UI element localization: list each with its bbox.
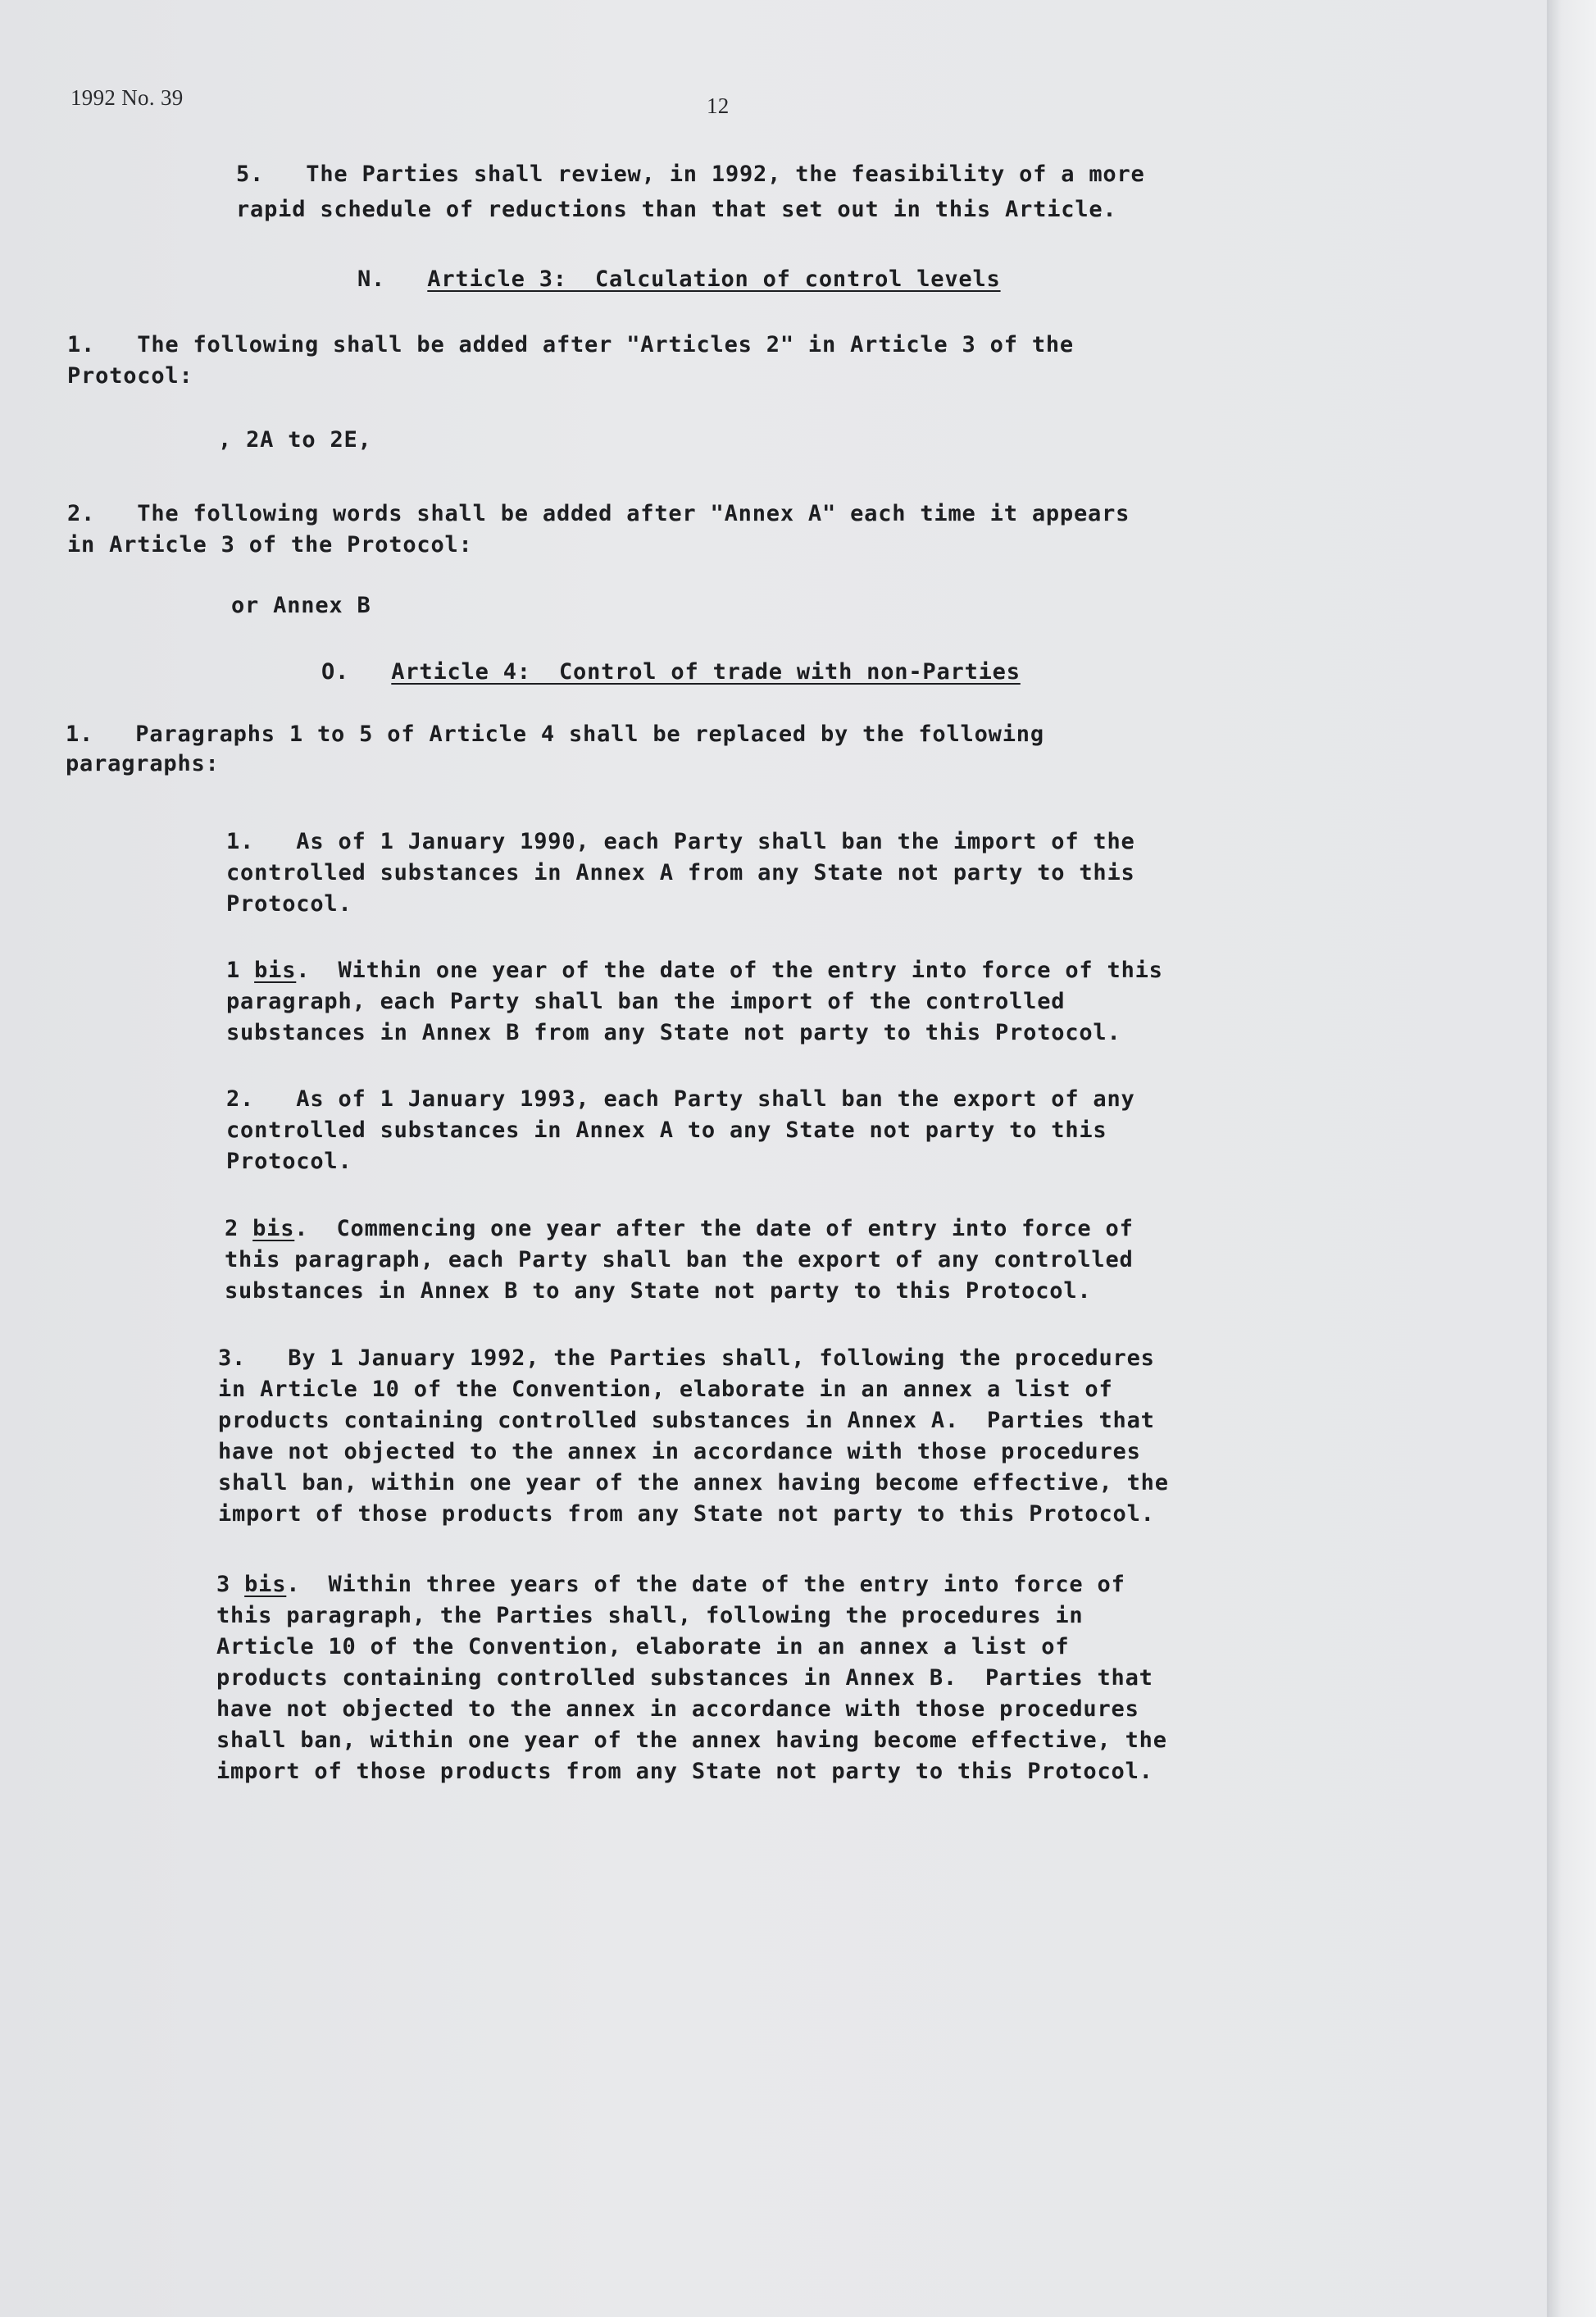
p2bis-line3: substances in Annex B to any State not party to this Protocol. [225,1278,1092,1304]
p2bis-line1-text: . Commencing one year after the date of entry into force of [294,1216,1134,1241]
p1bis-line1 [226,955,1163,986]
p2bis-bis: bis [252,1216,295,1241]
p1bis-bis: bis [254,958,297,983]
n-item2-line1: 2. The following words shall be added after "Annex A" each time it appears [67,501,1130,526]
p1-line3: Protocol. [226,891,352,917]
p3bis-line4: products containing controlled substances in Annex B. Parties that [216,1665,1153,1691]
p3bis-line6: shall ban, within one year of the annex having become effective, the [216,1728,1167,1753]
p1bis-line1-text: . Within one year of the date of the entry into force of this [296,958,1163,983]
section-o-heading [321,657,1021,688]
p3-line5: shall ban, within one year of the annex having become effective, the [218,1470,1169,1495]
p3bis-line1-text: . Within three years of the date of the entry into force of [286,1572,1125,1597]
section-o-label: O. [321,659,350,685]
p3-line6: import of those products from any State not party to this Protocol. [218,1501,1155,1527]
p3bis-bis: bis [244,1572,287,1597]
p1bis-line3: substances in Annex B from any State not party to this Protocol. [226,1020,1121,1045]
p2-line2: controlled substances in Annex A to any State not party to this [226,1118,1107,1143]
section-n-label: N. [357,266,386,292]
section-o-title: Article 4: Control of trade with non-Parties [391,659,1021,685]
p3bis-line7: import of those products from any State not party to this Protocol. [216,1759,1153,1784]
page-edge-shadow [1547,0,1596,2317]
n-item1-line1: 1. The following shall be added after "Articles 2" in Article 3 of the [67,332,1074,357]
section-n-heading [357,264,1001,295]
p3-line4: have not objected to the annex in accordance with those procedures [218,1439,1141,1464]
p2bis-number: 2 [225,1216,253,1241]
p1-line1: 1. As of 1 January 1990, each Party shall ban the import of the [226,829,1135,854]
p1bis-line2: paragraph, each Party shall ban the import of the controlled [226,989,1066,1014]
n-item1-line2: Protocol: [67,363,193,389]
p3-line1: 3. By 1 January 1992, the Parties shall, following the procedures [218,1345,1155,1371]
n-item2-insert: or Annex B [231,593,371,618]
p1-line2: controlled substances in Annex A from any State not party to this [226,860,1135,885]
section-n-title: Article 3: Calculation of control levels [427,266,1001,292]
p3-line3: products containing controlled substances in Annex A. Parties that [218,1408,1155,1433]
p3bis-line5: have not objected to the annex in accordance with those procedures [216,1696,1139,1722]
n-item2-line2: in Article 3 of the Protocol: [67,532,473,558]
p1bis-number: 1 [226,958,255,983]
document-reference: 1992 No. 39 [70,85,184,110]
p2bis-line2: this paragraph, each Party shall ban the export of any controlled [225,1247,1134,1272]
p3bis-line2: this paragraph, the Parties shall, following the procedures in [216,1603,1084,1628]
p3bis-line3: Article 10 of the Convention, elaborate in an annex a list of [216,1634,1070,1659]
o-item1-line2: paragraphs: [66,751,220,776]
p3bis-number: 3 [216,1572,245,1597]
n-item1-insert: , 2A to 2E, [218,427,372,453]
p3bis-line1 [216,1569,1125,1600]
p3-line2: in Article 10 of the Convention, elaborate in an annex a list of [218,1377,1113,1402]
p2bis-line1 [225,1213,1134,1245]
o-item1-line1: 1. Paragraphs 1 to 5 of Article 4 shall be replaced by the following [66,722,1044,747]
p2-line1: 2. As of 1 January 1993, each Party shall ban the export of any [226,1086,1135,1112]
p2-line3: Protocol. [226,1149,352,1174]
page-number: 12 [707,93,730,118]
para5-line2: rapid schedule of reductions than that set out in this Article. [236,197,1117,222]
para5-line1: 5. The Parties shall review, in 1992, the feasibility of a more [236,162,1145,187]
